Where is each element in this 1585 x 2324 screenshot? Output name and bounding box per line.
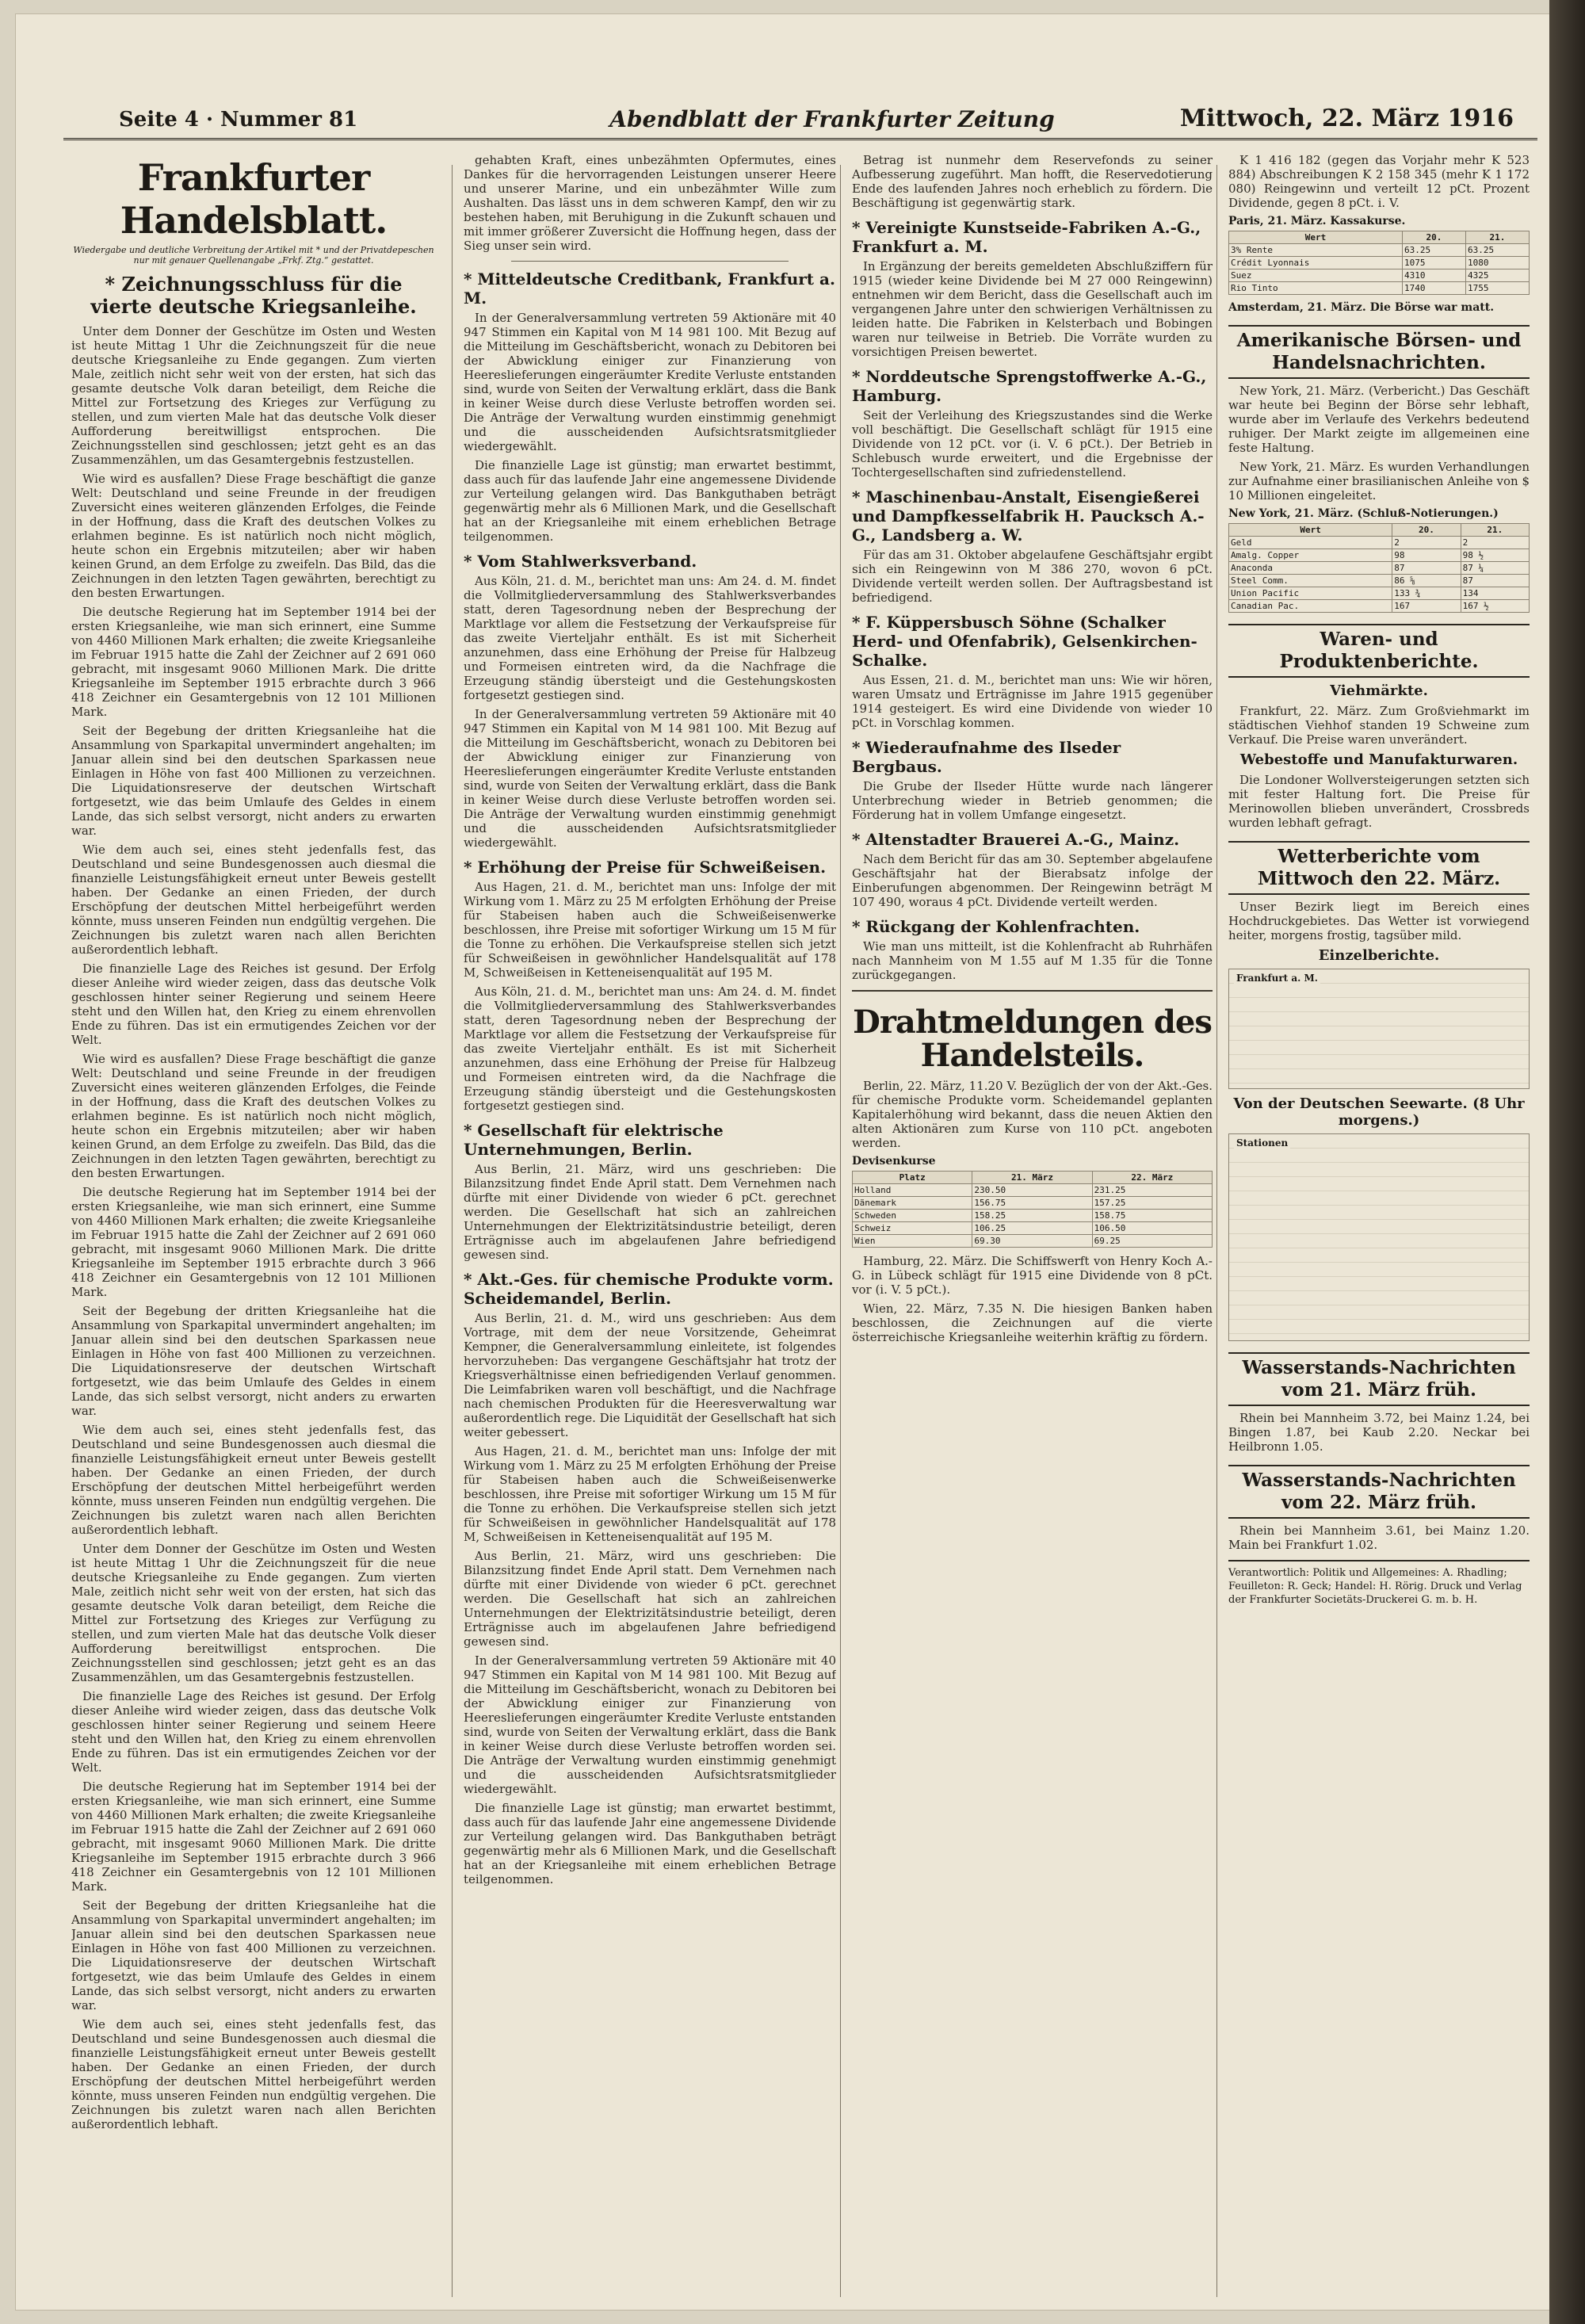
section-heading: Amerikanische Börsen- und Handelsnachrichten. bbox=[1228, 325, 1530, 379]
new-york-table bbox=[1228, 523, 1530, 613]
table-cell: Geld bbox=[1229, 537, 1392, 549]
article-paragraph: Frankfurt, 22. März. Zum Großviehmarkt im städtischen Viehhof standen 19 Schweine zum Verkauf. Die Preise waren unverändert. bbox=[1228, 704, 1530, 747]
article-heading: * Zeichnungsschluss für die vierte deutsche Kriegsanleihe. bbox=[90, 273, 417, 318]
table-cell: 133 ¾ bbox=[1392, 587, 1461, 600]
table-cell: 69.30 bbox=[972, 1235, 1092, 1248]
divider bbox=[852, 990, 1213, 992]
table-cell: 167 bbox=[1392, 600, 1461, 613]
table-cell: 69.25 bbox=[1092, 1235, 1212, 1248]
article-paragraph: Unser Bezirk liegt im Bereich eines Hochdruckgebietes. Das Wetter ist vorwiegend heiter, morgens frostig, tagsüber mild. bbox=[1228, 900, 1530, 942]
table-row bbox=[1229, 549, 1530, 562]
table-cell: 3% Rente bbox=[1229, 244, 1403, 257]
subheading: Einzelberichte. bbox=[1318, 947, 1440, 964]
weather-table bbox=[1228, 969, 1530, 1089]
table-row bbox=[1229, 575, 1530, 587]
table-cell: 2 bbox=[1461, 537, 1529, 549]
article-paragraph: Wie dem auch sei, eines steht jedenfalls fest, das Deutschland und seine Bundesgenossen auch diesmal die finanzielle Leistungsfähigkeit erneut unter Beweis gestellt haben. Der Gedanke an einen Frieden, der durch Erschöpfung der deutschen Mittel herbeigeführt werden könnte, muss unseren Feinden nun endgültig vergehen. Die Zeichnungen bis zuletzt waren nach allen Berichten außerordentlich lebhaft. bbox=[71, 843, 436, 957]
article-paragraph: Wie dem auch sei, eines steht jedenfalls fest, das Deutschland und seine Bundesgenossen auch diesmal die finanzielle Leistungsfähigkeit erneut unter Beweis gestellt haben. Der Gedanke an einen Frieden, der durch Erschöpfung der deutschen Mittel herbeigeführt werden könnte, muss unseren Feinden nun endgültig vergehen. Die Zeichnungen bis zuletzt waren nach allen Berichten außerordentlich lebhaft. bbox=[71, 2017, 436, 2131]
article-paragraph: Seit der Begebung der dritten Kriegsanleihe hat die Ansammlung von Sparkapital unvermindert angehalten; im Januar allein sind bei den deutschen Sparkassen neue Einlagen in Höhe von fast 400 Millionen zu verzeichnen. Die Liquidationsreserve der deutschen Wirtschaft fortgesetzt, wie das beim Umlaufe des Geldes in einem Lande, das sich selbst versorgt, nicht anders zu erwarten war. bbox=[71, 724, 436, 838]
article-paragraph: Aus Hagen, 21. d. M., berichtet man uns: Infolge der mit Wirkung vom 1. März zu 25 M erfolgten Erhöhung der Preise für Stabeisen haben auch die Schweißeisenwerke beschlossen, ihre Preise mit sofortiger Wirkung um 15 M für die Tonne zu erhöhen. Die Verkaufspreise stellen sich jetzt für Schweißeisen in gewöhnlicher Handelsqualität auf 178 M, Schweißeisen in Ketteneisenqualität auf 195 M. bbox=[464, 1444, 836, 1544]
paper-title: Abendblatt der Frankfurter Zeitung bbox=[609, 106, 1055, 132]
section-heading: Waren- und Produktenberichte. bbox=[1228, 624, 1530, 678]
table-cell: 87 bbox=[1392, 562, 1461, 575]
article-heading: * Vom Stahlwerksverband. bbox=[464, 552, 697, 571]
article-paragraph: Aus Köln, 21. d. M., berichtet man uns: Am 24. d. M. findet die Vollmitgliederversammlung des Stahlwerksverbandes statt, deren Tagesordnung neben der Besprechung der Marktlage vor allem die Festsetzung der Verkaufspreise für das zweite Vierteljahr enthält. Es ist mit Sicherheit anzunehmen, dass eine Erhöhung der Preise für Halbzeug und Formeisen eintreten wird, da die Nachfrage die Erzeugung ständig übersteigt und die Gestehungskosten fortgesetzt gestiegen sind. bbox=[464, 984, 836, 1113]
article-paragraph: Hamburg, 22. März. Die Schiffswerft von Henry Koch A.-G. in Lübeck schlägt für 1915 eine Dividende von 8 pCt. vor (i. V. 5 pCt.). bbox=[852, 1254, 1213, 1297]
table-row bbox=[853, 1235, 1213, 1248]
table-row bbox=[853, 1184, 1213, 1197]
article-paragraph: gehabten Kraft, eines unbezähmten Opfermutes, eines Dankes für die hervorragenden Leistungen unserer Heere und unserer Marine, und ein unbezähmter Wille zum Aushalten. Das lässt uns in dem schweren Kampf, den wir zu bestehen haben, mit Beruhigung in die Zukunft schauen und mit immer größerer Zuversicht die Hoffnung hegen, dass der Sieg unser sein wird. bbox=[464, 153, 836, 253]
table-row bbox=[1229, 587, 1530, 600]
article-heading: * Maschinenbau-Anstalt, Eisengießerei und Dampfkesselfabrik H. Paucksch A.-G., Landsberg a. W. bbox=[852, 487, 1205, 545]
article-paragraph: Aus Berlin, 21. d. M., wird uns geschrieben: Aus dem Vortrage, mit dem der neue Vorsitzende, Geheimrat Kempner, die Generalversammlung einleitete, ist folgendes hervorzuheben: Das vergangene Geschäftsjahr hat trotz der Kriegsverhältnisse einen befriedigenden Verlauf genommen. Die Leimfabriken waren voll beschäftigt, und die Nachfrage nach chemischen Produkten für die Heeresverwaltung war außerordentlich rege. Die Liquidität der Gesellschaft hat sich weiter gebessert. bbox=[464, 1311, 836, 1439]
article-paragraph: In der Generalversammlung vertreten 59 Aktionäre mit 40 947 Stimmen ein Kapital von M 14 981 100. Mit Bezug auf die Mitteilung im Geschäftsbericht, wonach zu Debitoren bei der Abwicklung einiger zur Finanzierung von Heereslieferungen eingeräumter Kredite Verluste entstanden sind, wurde von Seiten der Verwaltung erklärt, dass die Bank in keiner Weise durch diese Verluste betroffen worden sei. Die Anträge der Verwaltung wurden einstimmig genehmigt und die ausscheidenden Aufsichtsratsmitglieder wiedergewählt. bbox=[464, 707, 836, 850]
table-cell: Union Pacific bbox=[1229, 587, 1392, 600]
article-heading: * Erhöhung der Preise für Schweißeisen. bbox=[464, 858, 827, 877]
table-row bbox=[1229, 282, 1530, 295]
section-heading: Wasserstands-Nachrichten vom 22. März früh. bbox=[1228, 1465, 1530, 1519]
article-heading: * Altenstadter Brauerei A.-G., Mainz. bbox=[852, 830, 1180, 849]
table-cell: 98 bbox=[1392, 549, 1461, 562]
article-paragraph: Seit der Begebung der dritten Kriegsanleihe hat die Ansammlung von Sparkapital unvermindert angehalten; im Januar allein sind bei den deutschen Sparkassen neue Einlagen in Höhe von fast 400 Millionen zu verzeichnen. Die Liquidationsreserve der deutschen Wirtschaft fortgesetzt, wie das beim Umlaufe des Geldes in einem Lande, das sich selbst versorgt, nicht anders zu erwarten war. bbox=[71, 1898, 436, 2012]
table-cell: 86 ⅝ bbox=[1392, 575, 1461, 587]
table-cell: 2 bbox=[1392, 537, 1461, 549]
article-paragraph: Wie wird es ausfallen? Diese Frage beschäftigt die ganze Welt: Deutschland und seine Freunde in der freudigen Zuversicht eines weiteren glänzenden Erfolges, die Feinde in der Hoffnung, dass die Kraft des deutschen Volkes zu erlahmen beginne. Es ist natürlich noch nicht möglich, heute schon ein Ergebnis mitzuteilen; aber wir haben keinen Grund, an dem Erfolge zu zweifeln. Das Bild, das die Zeichnungen in den letzten Tagen gewährten, berechtigt zu den besten Erwartungen. bbox=[71, 1052, 436, 1180]
column-1 bbox=[71, 153, 436, 2285]
table-cell: Schweiz bbox=[853, 1222, 972, 1235]
masthead bbox=[63, 94, 1537, 140]
table-row bbox=[1229, 244, 1530, 257]
table-cell: 4310 bbox=[1402, 269, 1465, 282]
table-row bbox=[1229, 600, 1530, 613]
section-heading: Wetterberichte vom Mittwoch den 22. März. bbox=[1228, 841, 1530, 895]
article-paragraph: Wie dem auch sei, eines steht jedenfalls fest, das Deutschland und seine Bundesgenossen auch diesmal die finanzielle Leistungsfähigkeit erneut unter Beweis gestellt haben. Der Gedanke an einen Frieden, der durch Erschöpfung der deutschen Mittel herbeigeführt werden könnte, muss unseren Feinden nun endgültig vergehen. Die Zeichnungen bis zuletzt waren nach allen Berichten außerordentlich lebhaft. bbox=[71, 1423, 436, 1537]
table-row bbox=[853, 1197, 1213, 1210]
table-header: 21. bbox=[1465, 231, 1529, 244]
article-paragraph: Nach dem Bericht für das am 30. September abgelaufene Geschäftsjahr hat der Bierabsatz infolge der Einberufungen abgenommen. Der Reingewinn beträgt M 107 490, woraus 4 pCt. Dividende verteilt werden. bbox=[852, 852, 1213, 909]
article-paragraph: Wien, 22. März, 7.35 N. Die hiesigen Banken haben beschlossen, die Zeichnungen auf die vierte österreichische Kriegsanleihe weiterhin kräftig zu fördern. bbox=[852, 1302, 1213, 1344]
table-cell: 157.25 bbox=[1092, 1197, 1212, 1210]
table-cell: 231.25 bbox=[1092, 1184, 1212, 1197]
table-cell: 230.50 bbox=[972, 1184, 1092, 1197]
table-cell: 1080 bbox=[1465, 257, 1529, 269]
article-paragraph: New York, 21. März. (Verbericht.) Das Geschäft war heute bei Beginn der Börse sehr lebhaft, wurde aber im Verlaufe des Verkehrs bedeutend ruhiger. Der Markt zeigte im allgemeinen eine feste Haltung. bbox=[1228, 384, 1530, 455]
table-header: Wert bbox=[1229, 231, 1403, 244]
article-heading: * Rückgang der Kohlenfrachten. bbox=[852, 917, 1140, 936]
column-rule bbox=[452, 165, 453, 2297]
table-row bbox=[1229, 257, 1530, 269]
table-cell: 63.25 bbox=[1402, 244, 1465, 257]
table-cell: Wien bbox=[853, 1235, 972, 1248]
section-heading: Drahtmeldungen des Handelsteils. bbox=[853, 1003, 1212, 1074]
article-paragraph: Die finanzielle Lage des Reiches ist gesund. Der Erfolg dieser Anleihe wird wieder zeigen, dass das deutsche Volk geschlossen hinter seiner Regierung und seinem Heere steht und den Willen hat, den Krieg zu einem ehrenvollen Ende zu führen. Das ist ein ermutigendes Zeichen vor der Welt. bbox=[71, 961, 436, 1047]
table-cell: Crédit Lyonnais bbox=[1229, 257, 1403, 269]
column-rule bbox=[1216, 165, 1217, 2297]
table-header: Platz bbox=[853, 1172, 972, 1184]
article-paragraph: Unter dem Donner der Geschütze im Osten und Westen ist heute Mittag 1 Uhr die Zeichnungszeit für die neue deutsche Kriegsanleihe zu Ende gegangen. Zum vierten Male, zeitlich nicht sehr weit von der ersten, hat sich das gesamte deutsche Volk daran beteiligt, dem Reiche die Mittel zur Fortsetzung des Krieges zur Verfügung zu stellen, und zum vierten Male hat das deutsche Volk dieser Aufforderung bereitwilligst entsprochen. Die Zeichnungsstellen sind geschlossen; jetzt geht es an das Zusammenzählen, um das Gesamtergebnis festzustellen. bbox=[71, 324, 436, 467]
table-cell: 1075 bbox=[1402, 257, 1465, 269]
weather-table-label: Stationen bbox=[1234, 1137, 1290, 1149]
article-paragraph: Unter dem Donner der Geschütze im Osten und Westen ist heute Mittag 1 Uhr die Zeichnungszeit für die neue deutsche Kriegsanleihe zu Ende gegangen. Zum vierten Male, zeitlich nicht sehr weit von der ersten, hat sich das gesamte deutsche Volk daran beteiligt, dem Reiche die Mittel zur Fortsetzung des Krieges zur Verfügung zu stellen, und zum vierten Male hat das deutsche Volk dieser Aufforderung bereitwilligst entsprochen. Die Zeichnungsstellen sind geschlossen; jetzt geht es an das Zusammenzählen, um das Gesamtergebnis festzustellen. bbox=[71, 1542, 436, 1684]
article-paragraph: Seit der Begebung der dritten Kriegsanleihe hat die Ansammlung von Sparkapital unvermindert angehalten; im Januar allein sind bei den deutschen Sparkassen neue Einlagen in Höhe von fast 400 Millionen zu verzeichnen. Die Liquidationsreserve der deutschen Wirtschaft fortgesetzt, wie das beim Umlaufe des Geldes in einem Lande, das sich selbst versorgt, nicht anders zu erwarten war. bbox=[71, 1304, 436, 1418]
article-paragraph: Die deutsche Regierung hat im September 1914 bei der ersten Kriegsanleihe, wie man sich erinnert, eine Summe von 4460 Millionen Mark erhalten; die zweite Kriegsanleihe im Februar 1915 hatte die Zahl der Zeichner auf 2 691 060 gebracht, mit insgesamt 9060 Millionen Mark. Die dritte Kriegsanleihe im September 1915 erbrachte durch 3 966 418 Zeichner ein Gesamtergebnis von 12 101 Millionen Mark. bbox=[71, 1185, 436, 1299]
table-cell: 87 ¼ bbox=[1461, 562, 1529, 575]
article-paragraph: In Ergänzung der bereits gemeldeten Abschlußziffern für 1915 (wieder keine Dividende bei M 27 000 Reingewinn) entnehmen wir dem Bericht, dass die Gesellschaft auch im vergangenen Jahre unter den schwierigen Verhältnissen zu leiden hatte. Die Fabriken in Kelsterbach und Bobingen waren nur teilweise in Betrieb. Die Vorräte wurden zu vorsichtigen Preisen bewertet. bbox=[852, 259, 1213, 359]
article-heading: * Mitteldeutsche Creditbank, Frankfurt a. M. bbox=[464, 269, 835, 308]
copyright-note: Wiedergabe und deutliche Verbreitung der Artikel mit * und der Privatdepeschen nur mit genauer Quellenangabe „Frkf. Ztg.“ gestattet. bbox=[73, 245, 434, 266]
article-paragraph: Die finanzielle Lage des Reiches ist gesund. Der Erfolg dieser Anleihe wird wieder zeigen, dass das deutsche Volk geschlossen hinter seiner Regierung und seinem Heere steht und den Willen hat, den Krieg zu einem ehrenvollen Ende zu führen. Das ist ein ermutigendes Zeichen vor der Welt. bbox=[71, 1689, 436, 1775]
table-cell: 134 bbox=[1461, 587, 1529, 600]
table-cell: Dänemark bbox=[853, 1197, 972, 1210]
section-heading: Wasserstands-Nachrichten vom 21. März früh. bbox=[1228, 1352, 1530, 1406]
article-paragraph: Aus Berlin, 21. März, wird uns geschrieben: Die Bilanzsitzung findet Ende April statt. Dem Vernehmen nach dürfte mit einer Dividende von wieder 6 pCt. gerechnet werden. Die Gesellschaft hat sich an zahlreichen Unternehmungen der Elektrizitätsindustrie beteiligt, deren Erträgnisse auch im abgelaufenen Jahre befriedigend gewesen sind. bbox=[464, 1162, 836, 1262]
table-cell: Rio Tinto bbox=[1229, 282, 1403, 295]
newspaper-page bbox=[16, 14, 1549, 2310]
article-paragraph: Rhein bei Mannheim 3.72, bei Mainz 1.24, bei Bingen 1.87, bei Kaub 2.20. Neckar bei Heilbronn 1.05. bbox=[1228, 1411, 1530, 1454]
table-row bbox=[853, 1222, 1213, 1235]
article-paragraph: In der Generalversammlung vertreten 59 Aktionäre mit 40 947 Stimmen ein Kapital von M 14 981 100. Mit Bezug auf die Mitteilung im Geschäftsbericht, wonach zu Debitoren bei der Abwicklung einiger zur Finanzierung von Heereslieferungen eingeräumter Kredite Verluste entstanden sind, wurde von Seiten der Verwaltung erklärt, dass die Bank in keiner Weise durch diese Verluste betroffen worden sei. Die Anträge der Verwaltung wurden einstimmig genehmigt und die ausscheidenden Aufsichtsratsmitglieder wiedergewählt. bbox=[464, 311, 836, 453]
article-paragraph: Die deutsche Regierung hat im September 1914 bei der ersten Kriegsanleihe, wie man sich erinnert, eine Summe von 4460 Millionen Mark erhalten; die zweite Kriegsanleihe im Februar 1915 hatte die Zahl der Zeichner auf 2 691 060 gebracht, mit insgesamt 9060 Millionen Mark. Die dritte Kriegsanleihe im September 1915 erbrachte durch 3 966 418 Zeichner ein Gesamtergebnis von 12 101 Millionen Mark. bbox=[71, 1779, 436, 1894]
page-label: Seite 4 · Nummer 81 bbox=[119, 108, 358, 132]
table-cell: 1755 bbox=[1465, 282, 1529, 295]
article-paragraph: Aus Hagen, 21. d. M., berichtet man uns: Infolge der mit Wirkung vom 1. März zu 25 M erfolgten Erhöhung der Preise für Stabeisen haben auch die Schweißeisenwerke beschlossen, ihre Preise mit sofortiger Wirkung um 15 M für die Tonne zu erhöhen. Die Verkaufspreise stellen sich jetzt für Schweißeisen in gewöhnlicher Handelsqualität auf 178 M, Schweißeisen in Ketteneisenqualität auf 195 M. bbox=[464, 880, 836, 980]
table-caption: Paris, 21. März. Kassakurse. bbox=[1228, 215, 1406, 227]
table-row bbox=[1229, 537, 1530, 549]
table-cell: Amalg. Copper bbox=[1229, 549, 1392, 562]
table-row bbox=[1229, 269, 1530, 282]
article-paragraph: Berlin, 22. März, 11.20 V. Bezüglich der von der Akt.-Ges. für chemische Produkte vorm. Scheidemandel geplanten Kapitalerhöhung wird bekannt, dass die neuen Aktien den alten Aktionären zum Kurse von 110 pCt. angeboten werden. bbox=[852, 1079, 1213, 1150]
table-row bbox=[1229, 562, 1530, 575]
binding-edge bbox=[1549, 0, 1585, 2324]
article-paragraph: Rhein bei Mannheim 3.61, bei Mainz 1.20. Main bei Frankfurt 1.02. bbox=[1228, 1523, 1530, 1552]
subheading: Webestoffe und Manufakturwaren. bbox=[1239, 751, 1518, 768]
article-paragraph: Die Londoner Wollversteigerungen setzten sich mit fester Haltung fort. Die Preise für Merinowollen blieben unverändert, Crossbreds wurden lebhaft gefragt. bbox=[1228, 773, 1530, 830]
imprint: Verantwortlich: Politik und Allgemeines: A. Rhadling; Feuilleton: R. Geck; Handel: H. Rörig. Druck und Verlag der Frankfurter Societäts-Druckerei G. m. b. H. bbox=[1228, 1560, 1530, 1607]
article-heading: * Gesellschaft für elektrische Unternehmungen, Berlin. bbox=[464, 1121, 724, 1159]
table-cell: 87 bbox=[1461, 575, 1529, 587]
article-paragraph: In der Generalversammlung vertreten 59 Aktionäre mit 40 947 Stimmen ein Kapital von M 14 981 100. Mit Bezug auf die Mitteilung im Geschäftsbericht, wonach zu Debitoren bei der Abwicklung einiger zur Finanzierung von Heereslieferungen eingeräumter Kredite Verluste entstanden sind, wurde von Seiten der Verwaltung erklärt, dass die Bank in keiner Weise durch diese Verluste betroffen worden sei. Die Anträge der Verwaltung wurden einstimmig genehmigt und die ausscheidenden Aufsichtsratsmitglieder wiedergewählt. bbox=[464, 1653, 836, 1796]
article-paragraph: Aus Berlin, 21. März, wird uns geschrieben: Die Bilanzsitzung findet Ende April statt. Dem Vernehmen nach dürfte mit einer Dividende von wieder 6 pCt. gerechnet werden. Die Gesellschaft hat sich an zahlreichen Unternehmungen der Elektrizitätsindustrie beteiligt, deren Erträgnisse auch im abgelaufenen Jahre befriedigend gewesen sind. bbox=[464, 1549, 836, 1649]
article-paragraph: Die finanzielle Lage ist günstig; man erwartet bestimmt, dass auch für das laufende Jahr eine angemessene Dividende zur Verteilung gelangen wird. Das Bankguthaben beträgt gegenwärtig mehr als 6 Millionen Mark, und die Gesellschaft hat an der Kriegsanleihe mit einem erheblichen Betrage teilgenommen. bbox=[464, 1801, 836, 1886]
column-2 bbox=[464, 153, 836, 2285]
table-header: 21. März bbox=[972, 1172, 1092, 1184]
weather-table-label: Frankfurt a. M. bbox=[1234, 973, 1320, 984]
article-heading: * Vereinigte Kunstseide-Fabriken A.-G., Frankfurt a. M. bbox=[852, 218, 1201, 256]
article-heading: * Wiederaufnahme des Ilseder Bergbaus. bbox=[852, 738, 1121, 776]
column-3 bbox=[852, 153, 1213, 2285]
table-cell: Schweden bbox=[853, 1210, 972, 1222]
table-cell: Anaconda bbox=[1229, 562, 1392, 575]
seewarte-table bbox=[1228, 1133, 1530, 1341]
table-cell: 106.25 bbox=[972, 1222, 1092, 1235]
column-4 bbox=[1228, 153, 1530, 2285]
article-heading: * Norddeutsche Sprengstoffwerke A.-G., Hamburg. bbox=[852, 367, 1207, 405]
paris-bourse-table bbox=[1228, 231, 1530, 295]
table-header: 22. März bbox=[1092, 1172, 1212, 1184]
article-paragraph: K 1 416 182 (gegen das Vorjahr mehr K 523 884) Abschreibungen K 2 158 345 (mehr K 1 172 080) Reingewinn und verteilt 12 pCt. Prozent Dividende, gegen 8 pCt. i. V. bbox=[1228, 153, 1530, 210]
article-paragraph: Aus Essen, 21. d. M., berichtet man uns: Wie wir hören, waren Umsatz und Erträgnisse im Jahre 1915 gegenüber 1914 gesteigert. Es wird eine Dividende von wieder 10 pCt. in Vorschlag kommen. bbox=[852, 673, 1213, 730]
article-paragraph: Wie man uns mitteilt, ist die Kohlenfracht ab Ruhrhäfen nach Mannheim von M 1.55 auf M 1.35 für die Tonne zurückgegangen. bbox=[852, 939, 1213, 982]
table-row bbox=[853, 1210, 1213, 1222]
table-cell: 106.50 bbox=[1092, 1222, 1212, 1235]
table-cell: Suez bbox=[1229, 269, 1403, 282]
column-rule bbox=[840, 165, 841, 2297]
table-caption: Amsterdam, 21. März. Die Börse war matt. bbox=[1228, 301, 1495, 314]
table-cell: 98 ½ bbox=[1461, 549, 1529, 562]
table-header: 21. bbox=[1461, 524, 1529, 537]
table-cell: 1740 bbox=[1402, 282, 1465, 295]
article-paragraph: Die Grube der Ilseder Hütte wurde nach längerer Unterbrechung wieder in Betrieb genommen; die Förderung hat in vollem Umfange eingesetzt. bbox=[852, 779, 1213, 822]
article-paragraph: New York, 21. März. Es wurden Verhandlungen zur Aufnahme einer brasilianischen Anleihe von $ 10 Millionen eingeleitet. bbox=[1228, 460, 1530, 503]
table-cell: 4325 bbox=[1465, 269, 1529, 282]
table-caption: New York, 21. März. (Schluß-Notierungen.) bbox=[1228, 507, 1499, 520]
table-cell: Canadian Pac. bbox=[1229, 600, 1392, 613]
article-paragraph: Die finanzielle Lage ist günstig; man erwartet bestimmt, dass auch für das laufende Jahr eine angemessene Dividende zur Verteilung gelangen wird. Das Bankguthaben beträgt gegenwärtig mehr als 6 Millionen Mark, und die Gesellschaft hat an der Kriegsanleihe mit einem erheblichen Betrage teilgenommen. bbox=[464, 458, 836, 544]
table-cell: 158.25 bbox=[972, 1210, 1092, 1222]
article-paragraph: Betrag ist nunmehr dem Reservefonds zu seiner Aufbesserung zugeführt. Man hofft, die Reservedotierung Ende des laufenden Jahres noch erheblich zu fördern. Die Beschäftigung ist gegenwärtig stark. bbox=[852, 153, 1213, 210]
table-header: Wert bbox=[1229, 524, 1392, 537]
section-title: Frankfurter Handelsblatt. bbox=[120, 156, 388, 242]
article-heading: * F. Küppersbusch Söhne (Schalker Herd- und Ofenfabrik), Gelsenkirchen-Schalke. bbox=[852, 613, 1197, 670]
table-cell: 63.25 bbox=[1465, 244, 1529, 257]
article-paragraph: Wie wird es ausfallen? Diese Frage beschäftigt die ganze Welt: Deutschland und seine Freunde in der freudigen Zuversicht eines weiteren glänzenden Erfolges, die Feinde in der Hoffnung, dass die Kraft des deutschen Volkes zu erlahmen beginne. Es ist natürlich noch nicht möglich, heute schon ein Ergebnis mitzuteilen; aber wir haben keinen Grund, an dem Erfolge zu zweifeln. Das Bild, das die Zeichnungen in den letzten Tagen gewährten, berechtigt zu den besten Erwartungen. bbox=[71, 472, 436, 600]
article-heading: * Akt.-Ges. für chemische Produkte vorm. Scheidemandel, Berlin. bbox=[464, 1270, 834, 1308]
table-header: 20. bbox=[1402, 231, 1465, 244]
article-paragraph: Für das am 31. Oktober abgelaufene Geschäftsjahr ergibt sich ein Reingewinn von M 386 270, wovon 6 pCt. Dividende verteilt werden sollen. Der Auftragsbestand ist befriedigend. bbox=[852, 548, 1213, 605]
article-paragraph: Die deutsche Regierung hat im September 1914 bei der ersten Kriegsanleihe, wie man sich erinnert, eine Summe von 4460 Millionen Mark erhalten; die zweite Kriegsanleihe im Februar 1915 hatte die Zahl der Zeichner auf 2 691 060 gebracht, mit insgesamt 9060 Millionen Mark. Die dritte Kriegsanleihe im September 1915 erbrachte durch 3 966 418 Zeichner ein Gesamtergebnis von 12 101 Millionen Mark. bbox=[71, 605, 436, 719]
table-caption: Devisenkurse bbox=[852, 1155, 936, 1168]
table-cell: Holland bbox=[853, 1184, 972, 1197]
table-cell: 158.75 bbox=[1092, 1210, 1212, 1222]
subheading: Von der Deutschen Seewarte. (8 Uhr morgens.) bbox=[1233, 1095, 1525, 1129]
divider bbox=[511, 261, 789, 262]
issue-date: Mittwoch, 22. März 1916 bbox=[1179, 105, 1514, 132]
exchange-rate-table bbox=[852, 1171, 1213, 1248]
table-cell: Steel Comm. bbox=[1229, 575, 1392, 587]
table-cell: 156.75 bbox=[972, 1197, 1092, 1210]
article-paragraph: Seit der Verleihung des Kriegszustandes sind die Werke voll beschäftigt. Die Gesellschaft schlägt für 1915 eine Dividende von 12 pCt. vor (i. V. 6 pCt.). Der Betrieb in Schlebusch wurde erweitert, und die Ergebnisse der Tochtergesellschaften sind zufriedenstellend. bbox=[852, 408, 1213, 480]
article-paragraph: Aus Köln, 21. d. M., berichtet man uns: Am 24. d. M. findet die Vollmitgliederversammlung des Stahlwerksverbandes statt, deren Tagesordnung neben der Besprechung der Marktlage vor allem die Festsetzung der Verkaufspreise für das zweite Vierteljahr enthält. Es ist mit Sicherheit anzunehmen, dass eine Erhöhung der Preise für Halbzeug und Formeisen eintreten wird, da die Nachfrage die Erzeugung ständig übersteigt und die Gestehungskosten fortgesetzt gestiegen sind. bbox=[464, 574, 836, 702]
table-cell: 167 ½ bbox=[1461, 600, 1529, 613]
table-header: 20. bbox=[1392, 524, 1461, 537]
subheading: Viehmärkte. bbox=[1330, 682, 1428, 699]
